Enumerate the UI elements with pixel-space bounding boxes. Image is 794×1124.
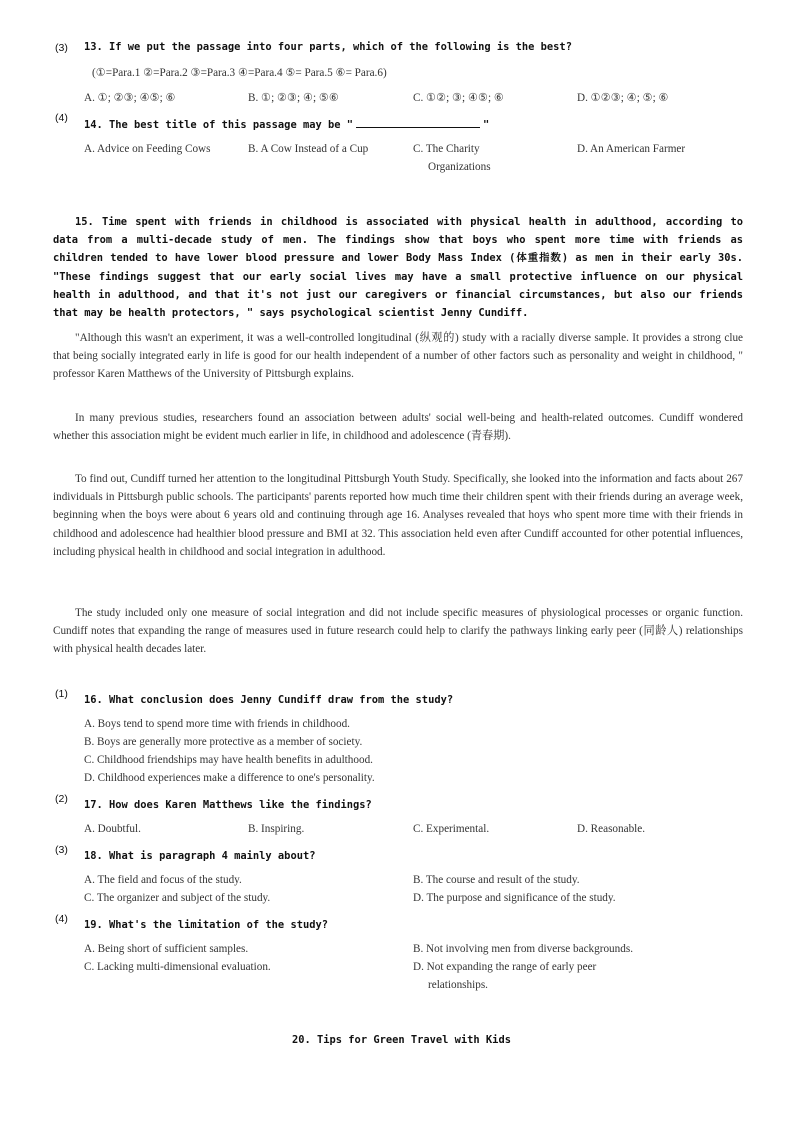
question-16-number: (1) <box>55 688 68 700</box>
question-14-stem <box>84 118 489 131</box>
passage-paragraph-5: The study included only one measure of social integration and did not include specific measures of physiological processes or organic function. Cundiff notes that expanding the range of measures used in future research could help to clarify the pathways linking early peer (同龄人) relationships with physical health decades later. <box>53 607 743 656</box>
question-13-option-c[interactable]: C. ①②; ③; ④⑤; ⑥ <box>413 92 504 104</box>
question-18-stem: 18. What is paragraph 4 mainly about? <box>84 850 316 862</box>
question-13-stem: 13. If we put the passage into four parts, which of the following is the best? <box>84 41 572 53</box>
question-16-option-a[interactable]: A. Boys tend to spend more time with friends in childhood. <box>84 718 350 730</box>
question-14-stem-text: 14. The best title of this passage may be " <box>84 119 353 131</box>
passage-paragraph-2: "Although this wasn't an experiment, it was a well-controlled longitudinal (纵观的) study with a racially diverse sample. It provides a strong clue that being socially integrated early in life is good for our health independent of a number of other factors such as personality and weight in childhood, " professor Karen Matthews of the University of Pittsburgh explains. <box>53 332 743 381</box>
question-14-option-c-continued[interactable]: Organizations <box>428 161 491 173</box>
question-13-option-b[interactable]: B. ①; ②③; ④; ⑤⑥ <box>248 92 339 104</box>
question-14-option-c[interactable]: C. The Charity <box>413 143 480 155</box>
question-14-option-a[interactable]: A. Advice on Feeding Cows <box>84 143 211 155</box>
question-13-option-a[interactable]: A. ①; ②③; ④⑤; ⑥ <box>84 92 176 104</box>
question-13-option-d[interactable]: D. ①②③; ④; ⑤; ⑥ <box>577 92 669 104</box>
question-16-option-d[interactable]: D. Childhood experiences make a difference to one's personality. <box>84 772 375 784</box>
question-13-paragraph-key: (①=Para.1 ②=Para.2 ③=Para.3 ④=Para.4 ⑤= Para.5 ⑥= Para.6) <box>92 67 387 79</box>
question-18-option-c[interactable]: C. The organizer and subject of the study. <box>84 892 271 904</box>
question-19-option-d-continued[interactable]: relationships. <box>428 979 488 991</box>
passage-intro-paragraph: 15. Time spent with friends in childhood is associated with physical health in adulthood, according to data from a multi-decade study of men. The findings show that boys who spent more time with friends as children tended to have lower blood pressure and lower Body Mass Index (体重指数) as men in their early 30s. "These findings suggest that our early social lives may have a small protective influence on our physical health in adulthood, and that it's not just our caregivers or financial circumstances, but also our friends that may be health protectors, " says psychological scientist Jenny Cundiff. <box>53 216 743 320</box>
passage-paragraph-3: In many previous studies, researchers found an association between adults' social well-being and health-related outcomes. Cundiff wondered whether this association might be evident much earlier in life, in childhood and adolescence (青春期). <box>53 412 743 443</box>
question-13-number: (3) <box>55 42 68 54</box>
question-14-option-d[interactable]: D. An American Farmer <box>577 143 686 155</box>
question-16-stem: 16. What conclusion does Jenny Cundiff draw from the study? <box>84 694 454 706</box>
question-19-option-b[interactable]: B. Not involving men from diverse backgrounds. <box>413 943 633 955</box>
question-19-option-a[interactable]: A. Being short of sufficient samples. <box>84 943 249 955</box>
question-17-option-c[interactable]: C. Experimental. <box>413 823 490 835</box>
question-14-stem-close: " <box>483 119 490 131</box>
question-18-option-a[interactable]: A. The field and focus of the study. <box>84 874 242 886</box>
question-17-stem: 17. How does Karen Matthews like the findings? <box>84 799 372 811</box>
question-19-option-c[interactable]: C. Lacking multi-dimensional evaluation. <box>84 961 271 973</box>
question-17-option-b[interactable]: B. Inspiring. <box>248 823 305 835</box>
question-19-stem: 19. What's the limitation of the study? <box>84 919 328 931</box>
question-19-number: (4) <box>55 913 68 925</box>
question-17-number: (2) <box>55 793 68 805</box>
passage-20-heading: 20. Tips for Green Travel with Kids <box>292 1034 511 1046</box>
question-18-option-b[interactable]: B. The course and result of the study. <box>413 874 580 886</box>
question-16-option-c[interactable]: C. Childhood friendships may have health benefits in adulthood. <box>84 754 373 766</box>
question-17-option-a[interactable]: A. Doubtful. <box>84 823 141 835</box>
question-18-option-d[interactable]: D. The purpose and significance of the study. <box>413 892 616 904</box>
question-17-option-d[interactable]: D. Reasonable. <box>577 823 646 835</box>
answer-blank[interactable] <box>356 118 480 128</box>
question-16-option-b[interactable]: B. Boys are generally more protective as a member of society. <box>84 736 363 748</box>
question-14-number: (4) <box>55 112 68 124</box>
question-14-option-b[interactable]: B. A Cow Instead of a Cup <box>248 143 369 155</box>
question-18-number: (3) <box>55 844 68 856</box>
passage-paragraph-4: To find out, Cundiff turned her attention to the longitudinal Pittsburgh Youth Study. Specifically, she looked into the information and facts about 267 individuals in Pittsburgh public schools. The participants' parents reported how much time their children spent with their friends during an average week, beginning when the boys were about 6 years old and continuing through age 16. Analyses revealed that hoys who spent more time with their friends in childhood and adolescence had healthier blood pressure and BMI at 32. This association held even after Cundiff accounted for other potential influences, including physical health in childhood and social integration in adulthood. <box>53 473 743 558</box>
question-19-option-d[interactable]: D. Not expanding the range of early peer <box>413 961 597 973</box>
